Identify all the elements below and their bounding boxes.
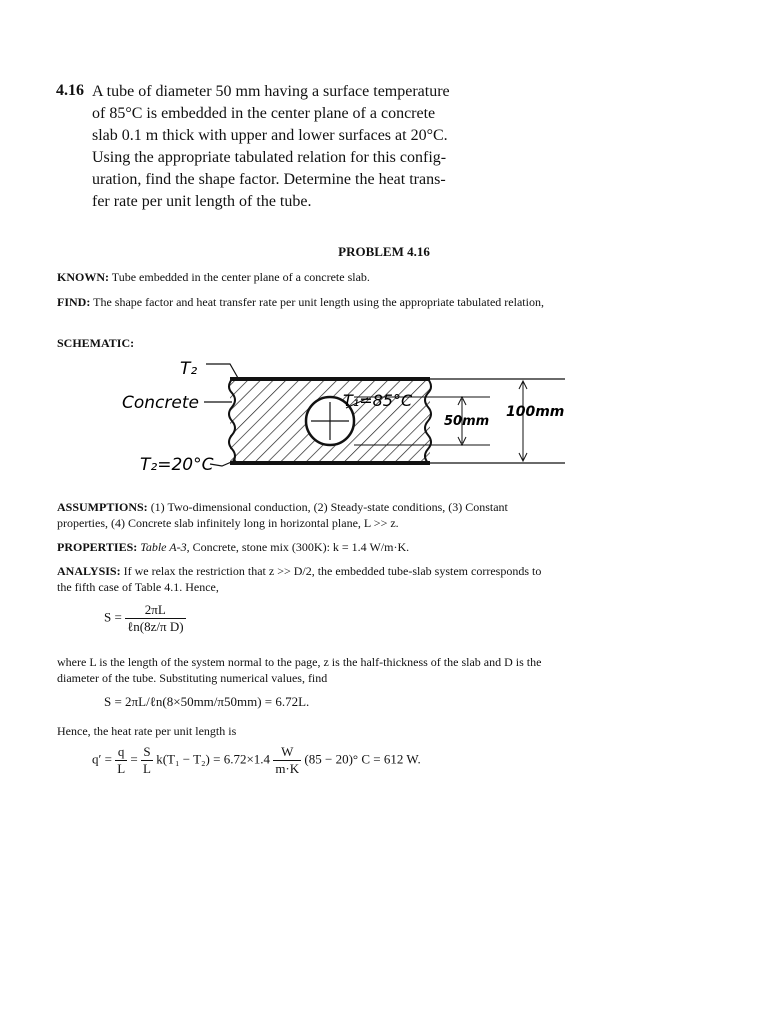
find-text: The shape factor and heat transfer rate per unit length using the appropriate tabulated relation,: [93, 295, 544, 309]
schematic-diagram: [110, 352, 580, 482]
problem-statement: [92, 81, 512, 213]
problem-line: uration, find the shape factor. Determine the heat trans-: [92, 171, 446, 188]
problem-number: 4.16: [56, 82, 84, 99]
problem-line: slab 0.1 m thick with upper and lower surfaces at 20°C.: [92, 127, 448, 144]
eq3-lhs: q′ =: [92, 751, 112, 767]
analysis-line-1: [57, 564, 541, 579]
assumptions-line-1: [57, 500, 508, 515]
eq3-frac1-den: L: [117, 761, 126, 776]
solution-heading: PROBLEM 4.16: [338, 244, 430, 259]
eq3-end: (85 − 20)° C = 612 W.: [304, 751, 421, 767]
known-text: Tube embedded in the center plane of a concrete slab.: [111, 270, 370, 284]
problem-line: Using the appropriate tabulated relation for this config-: [92, 149, 447, 166]
properties-text: , Concrete, stone mix (300K): k = 1.4 W/m·K.: [186, 540, 410, 554]
problem-line: fer rate per unit length of the tube.: [92, 193, 312, 210]
properties-label: PROPERTIES:: [57, 540, 138, 554]
substitution-equation: S = 2πL/ℓn(8×50mm/π50mm) = 6.72L.: [104, 694, 310, 709]
known-label: KNOWN:: [57, 270, 109, 284]
properties-table: Table A-3: [140, 540, 187, 554]
dim-100mm-label: 100mm: [506, 404, 565, 420]
assumptions-label: ASSUMPTIONS:: [57, 500, 148, 514]
assumptions-line-2: properties, (4) Concrete slab infinitely long in horizontal plane, L >> z.: [57, 516, 399, 530]
problem-line: A tube of diameter 50 mm having a surface temperature: [92, 83, 450, 100]
find-line: [57, 295, 544, 310]
t1-label: T₁=85°C: [343, 391, 413, 410]
eq3-frac2-num: S: [143, 744, 151, 759]
eq1-lhs: S =: [104, 609, 122, 625]
properties-line: [57, 540, 409, 555]
concrete-label: Concrete: [122, 393, 199, 413]
analysis-line-2: the fifth case of Table 4.1. Hence,: [57, 580, 219, 594]
t2-top-label: T₂: [180, 359, 198, 379]
eq1-denominator: ℓn(8z/π D): [127, 619, 184, 634]
eq3-equals: =: [130, 751, 138, 767]
eq3-frac2-den: L: [142, 761, 151, 776]
heat-rate-equation: [92, 744, 421, 777]
analysis-label: ANALYSIS:: [57, 564, 121, 578]
problem-line: of 85°C is embedded in the center plane of a concrete: [92, 105, 436, 122]
assumptions-text: (1) Two-dimensional conduction, (2) Steady-state conditions, (3) Constant: [150, 500, 508, 514]
where-line-2: diameter of the tube. Substituting numerical values, find: [57, 671, 328, 685]
eq3-middle: k(T₁ − T₂) = 6.72×1.4: [156, 751, 271, 767]
where-line-1: where L is the length of the system normal to the page, z is the half-thickness of the slab and D is the: [57, 655, 542, 669]
find-label: FIND:: [57, 295, 91, 309]
eq3-frac1-num: q: [117, 744, 125, 759]
known-line: [57, 270, 370, 285]
dim-50mm-label: 50mm: [444, 414, 490, 429]
t2-bottom-label: T₂=20°C: [140, 455, 214, 475]
eq1-numerator: 2πL: [144, 602, 166, 617]
shape-factor-equation: [104, 602, 186, 635]
hence-line: Hence, the heat rate per unit length is: [57, 724, 237, 738]
schematic-label: SCHEMATIC:: [57, 336, 135, 350]
eq3-frac3-num: W: [281, 744, 294, 759]
eq3-frac3-den: m·K: [275, 761, 300, 776]
analysis-text: If we relax the restriction that z >> D/2, the embedded tube-slab system corresponds to: [123, 564, 542, 578]
